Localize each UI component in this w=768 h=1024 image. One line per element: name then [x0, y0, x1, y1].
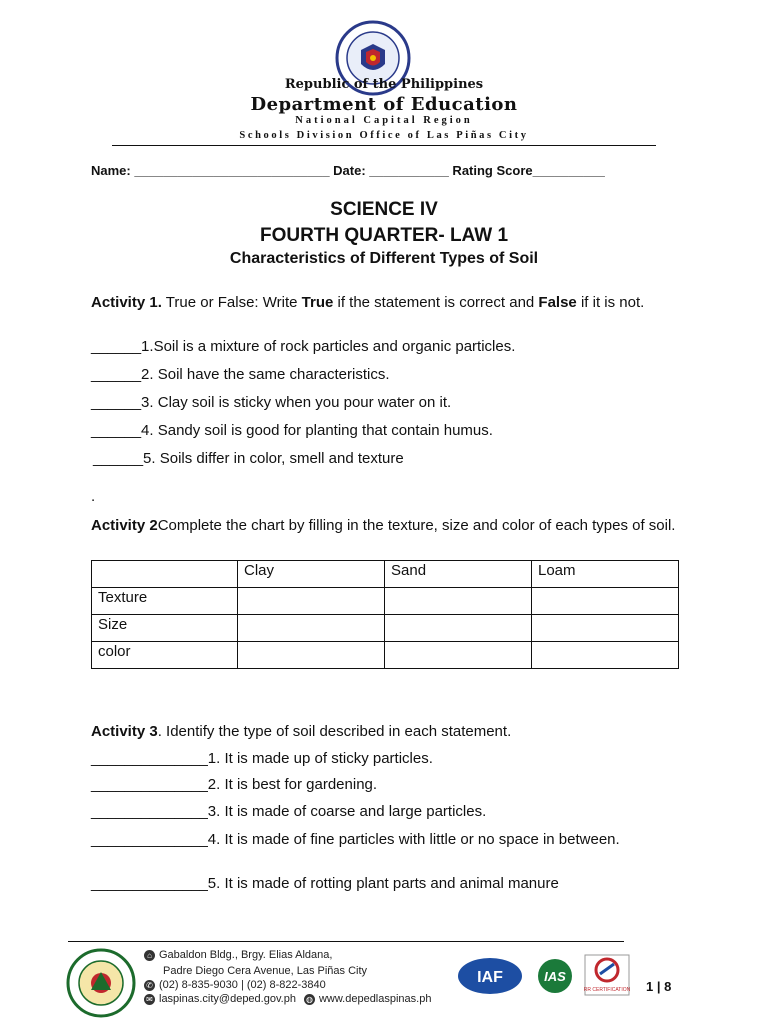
- footer-address-line2: Padre Diego Cera Avenue, Las Piñas City: [163, 965, 368, 977]
- stray-period: .: [91, 488, 96, 505]
- table-cell-blank: [532, 615, 679, 642]
- activity1-item: ______2. Soil have the same characteristics.: [91, 366, 390, 383]
- table-row: [92, 615, 679, 642]
- footer-phone: ✆ (02) 8-835-9030 | (02) 8-822-3840: [144, 979, 326, 991]
- svg-text:IAS: IAS: [544, 969, 566, 984]
- table-cell-blank: [238, 588, 385, 615]
- subject-title: SCIENCE IV: [330, 199, 438, 220]
- ias-accreditation-logo: [530, 958, 580, 994]
- department-header: Department of Education: [250, 94, 518, 115]
- page-number: 1 | 8: [646, 979, 672, 994]
- table-header-cell: Loam: [532, 561, 679, 588]
- republic-header: Republic of the Philippines: [284, 77, 484, 92]
- table-header-cell: Clay: [238, 561, 385, 588]
- footer-address-line1: ⌂ Gabaldon Bldg., Brgy. Elias Aldana,: [144, 949, 332, 961]
- table-header-row: [92, 561, 679, 588]
- row-label: Texture: [92, 588, 238, 615]
- activity3-item: ______________3. It is made of coarse and large particles.: [91, 803, 487, 820]
- topic-title: Characteristics of Different Types of Soil: [229, 250, 539, 267]
- phone-icon: ✆: [144, 980, 155, 991]
- table-row: [92, 588, 679, 615]
- globe-icon: ◍: [304, 994, 315, 1005]
- activity3-item: ______________2. It is best for gardening.: [91, 776, 378, 793]
- footer-contact: ✉ laspinas.city@deped.gov.ph ◍ www.depedlaspinas.ph: [144, 993, 431, 1005]
- table-cell-blank: [532, 588, 679, 615]
- table-cell-blank: [238, 642, 385, 669]
- activity1-item: ______1.Soil is a mixture of rock particles and organic particles.: [91, 338, 516, 355]
- table-header-cell: Sand: [385, 561, 532, 588]
- activity1-instruction: Activity 1. True or False: Write True if the statement is correct and False if it is not.: [91, 294, 645, 311]
- email-icon: ✉: [144, 994, 155, 1005]
- name-date-score-line: Name: ___________________________ Date: ___________ Rating Score__________: [91, 163, 605, 178]
- activity3-item: ______________4. It is made of fine particles with little or no space in between.: [91, 831, 620, 848]
- division-seal-logo: [66, 948, 136, 1018]
- activity3-instruction: Activity 3. Identify the type of soil described in each statement.: [91, 723, 512, 740]
- table-cell-blank: [385, 642, 532, 669]
- table-row: [92, 642, 679, 669]
- rr-certification-logo: [584, 954, 630, 996]
- row-label: Size: [92, 615, 238, 642]
- iaf-accreditation-logo: [456, 956, 524, 996]
- activity3-item: ______________1. It is made up of sticky particles.: [91, 750, 433, 767]
- row-label: color: [92, 642, 238, 669]
- region-header: National Capital Region: [295, 115, 473, 126]
- activity1-label: Activity 1.: [91, 294, 162, 311]
- activity3-item: ______________5. It is made of rotting plant parts and animal manure: [91, 875, 559, 892]
- table-cell-blank: [238, 615, 385, 642]
- activity1-item: ______3. Clay soil is sticky when you pour water on it.: [91, 394, 452, 411]
- quarter-title: FOURTH QUARTER- LAW 1: [259, 225, 509, 246]
- table-cell-blank: [385, 615, 532, 642]
- header-divider: [112, 145, 656, 146]
- activity2-label: Activity 2: [91, 517, 158, 534]
- svg-text:IAF: IAF: [477, 969, 503, 986]
- footer-divider: [68, 941, 624, 942]
- division-header: Schools Division Office of Las Piñas City: [239, 130, 529, 141]
- activity1-item: ______5. Soils differ in color, smell and texture: [93, 450, 404, 467]
- svg-text:RR CERTIFICATION: RR CERTIFICATION: [584, 987, 630, 993]
- location-icon: ⌂: [144, 950, 155, 961]
- table-cell-blank: [532, 642, 679, 669]
- activity1-item: ______4. Sandy soil is good for planting that contain humus.: [91, 422, 493, 439]
- activity2-instruction: Activity 2Complete the chart by filling in the texture, size and color of each types of soil.: [91, 517, 676, 534]
- activity3-label: Activity 3: [91, 723, 158, 740]
- soil-chart-table: [91, 560, 679, 669]
- table-header-cell: [92, 561, 238, 588]
- table-cell-blank: [385, 588, 532, 615]
